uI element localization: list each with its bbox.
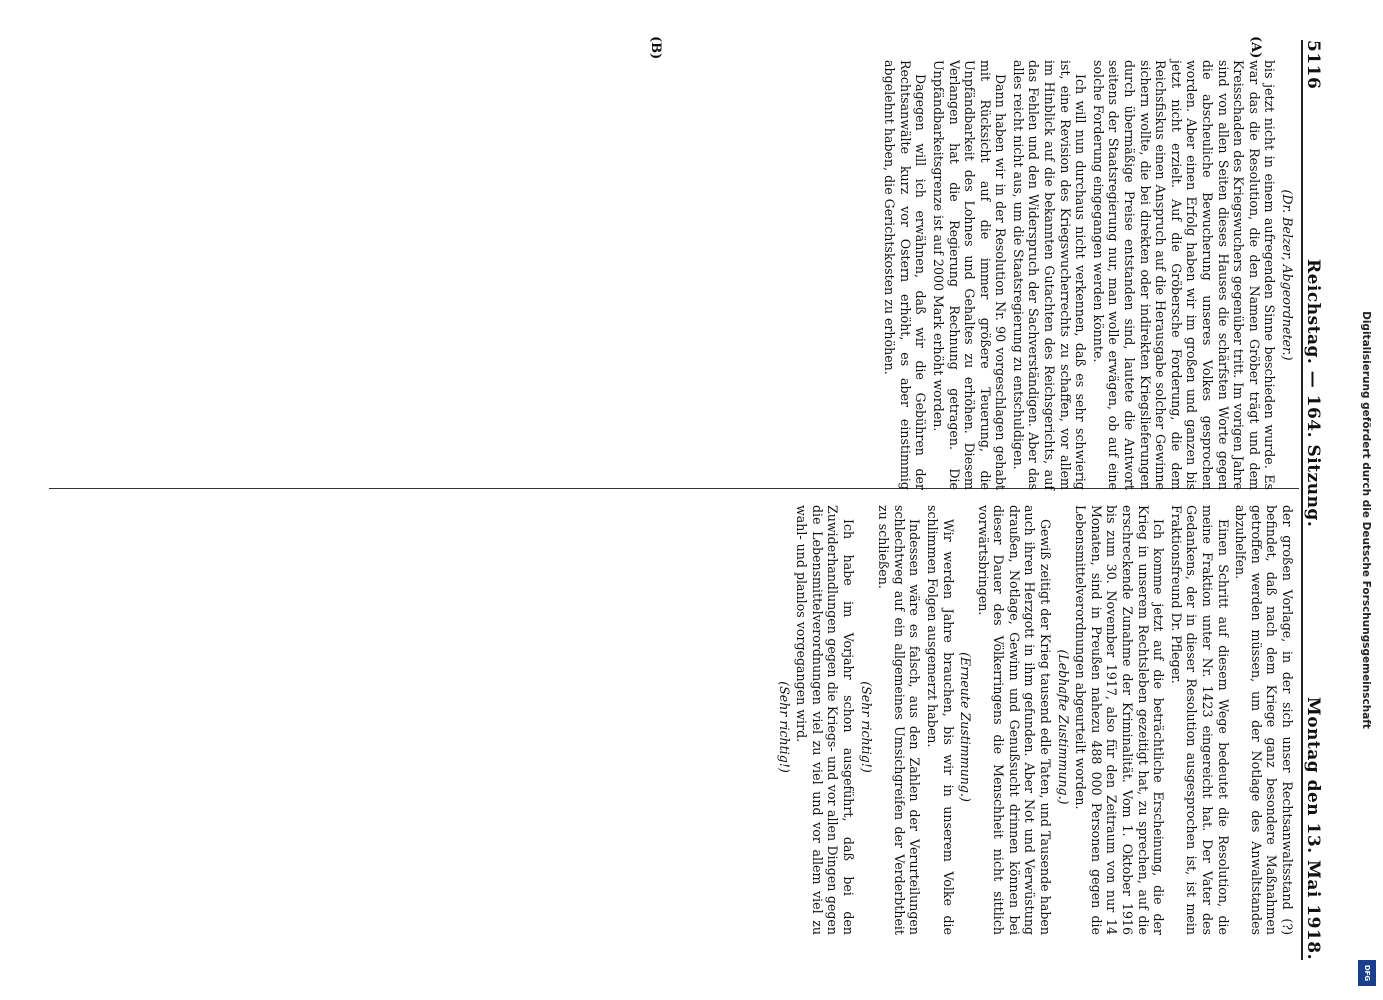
interjection: (Sehr richtig!) [858,681,874,773]
right-column [774,505,1295,935]
paragraph: bis jetzt nicht in einem aufregenden Sinne beschieden wurde. Es war das die Resolution, die den Namen Gröber trägt und dem Kreisschaden des Kriegswuchers gegenüber tritt. Im vorigen Jahre sind von allen Seiten dieses Hauses die schärfsten Worte gegen die abscheuliche Bewucherung unseres Volkes gesprochen worden. Aber einen Erfolg haben wir im großen und ganzen bis jetzt nicht erzielt. Auf die Gröbersche Forderung, die dem Reichsfiskus einen Anspruch auf die Herausgabe solcher Gewinne sichern wollte, die bei direkten oder indirekten Kriegslieferungen durch übermäßige Preise entstanden sind, lautete die Antwort seitens der Staatsregierung nur, man wolle erwägen, ob auf eine solche Forderung eingegangen werden könnte. [1090,60,1278,490]
paragraph: Gewiß zeitigt der Krieg tausend edle Taten, und Tausende haben auch ihren Herzgott in ihm gefunden. Aber Not und Verwüstung draußen, Notlage, Gewinn und Genußsucht drinnen können bei dieser Dauer des Völkerringens die Menschheit nicht sittlich vorwärtsbringen. [975,505,1054,935]
dfg-logo [1358,960,1376,986]
page-date: Montag den 13. Mai 1918. [1303,696,1323,960]
page-number: 5116 [1303,40,1323,90]
dfg-logo-label: DFG [1363,964,1371,982]
paragraph: Wir werden Jahre brauchen, bis wir in unserem Volke die schlimmen Folgen ausgemerzt haben. [924,505,956,935]
paragraph: der großen Vorlage, in der sich unser Rechtsanwaltsstand (?) befindet, daß nach dem Kriege ganz besondere Maßnahmen getroffen werden müssen, um der Notlage des Anwaltstandes abzuhelfen. [1233,505,1295,935]
paragraph: Ich habe im Vorjahr schon ausgeführt, daß bei den Zuwiderhandlungen gegen die Kriegs- und vor allen Dingen gegen die Lebensmittelverordnungen viel zu viel und vor allem viel zu wahl- und planlos vorgegangen wird. [794,505,856,935]
interjection: (Sehr richtig!) [776,681,792,773]
speaker-label: (Dr. Belzer, Abgeordneter.) [1280,189,1295,361]
page-header [1301,40,1331,960]
paragraph: Einen Schritt auf diesem Wege bedeutet die Resolution, die meine Fraktion unter Nr. 1423 eingereicht hat. Der Vater des Gedankens, der in dieser Resolution ausgesprochen ist, ist mein Fraktionsfreund Dr. Pfleger. [1168,505,1231,935]
paragraph: Dann haben wir in der Resolution Nr. 90 vorgeschlagen gehabt mit Rücksicht auf die immer größere Teuerung, die Unpfändbarkeit des Lohnes und Gehaltes zu erhöhen. Diesem Verlangen hat die Regierung Rechnung getragen. Die Unpfändbarkeitsgrenze ist auf 2000 Mark erhöht worden. [930,60,1009,490]
margin-marker-a: (A) [1248,36,1263,59]
interjection: (Erneute Zustimmung.) [958,652,974,802]
interjection: (Lebhafte Zustimmung.) [1055,649,1071,805]
margin-marker-b: (B) [648,36,663,60]
paragraph: Dagegen will ich erwähnen, daß wir die Gebühren der Rechtsanwälte kurz vor Ostern erhöht, es aber einstimmig abgelehnt haben, die Gerichtskosten zu erhöhen. [882,60,929,490]
paragraph: Ich komme jetzt auf die beträchtliche Erscheinung, die der Krieg in unserem Rechtsleben gezeitigt hat, zu sprechen, auf die erschreckende Zunahme der Kriminalität. Vom 1. Oktober 1916 bis zum 30. November 1917, also für den Zeitraum von nur 14 Monaten, sind in Preußen nahezu 488 000 Personen gegen die Lebensmittelverordnungen abgeurteilt worden. [1073,505,1167,935]
paragraph: Ich will nun durchaus nicht verkennen, daß es sehr schwierig ist, eine Revision des Kriegswucherrechts zu schaffen, vor allem im Hinblick auf die bekannten Gutachten des Reichsgerichts, auf das Fehlen und den Widerspruch der Sachverständigen. Aber das alles reicht nicht aus, um die Staatsregierung zu entschuldigen. [1010,60,1089,490]
digitization-credit: Digitalisierung gefördert durch die Deutsche Forschungsgemeinschaft [1360,311,1372,729]
page-title: Reichstag. — 164. Sitzung. [1303,258,1323,528]
paragraph: Indessen wäre es falsch, aus den Zahlen der Verurteilungen schlechtweg auf ein allgemeines Umsichgreifen der Verderbtheit zu schließen. [876,505,923,935]
left-column [880,60,1295,490]
